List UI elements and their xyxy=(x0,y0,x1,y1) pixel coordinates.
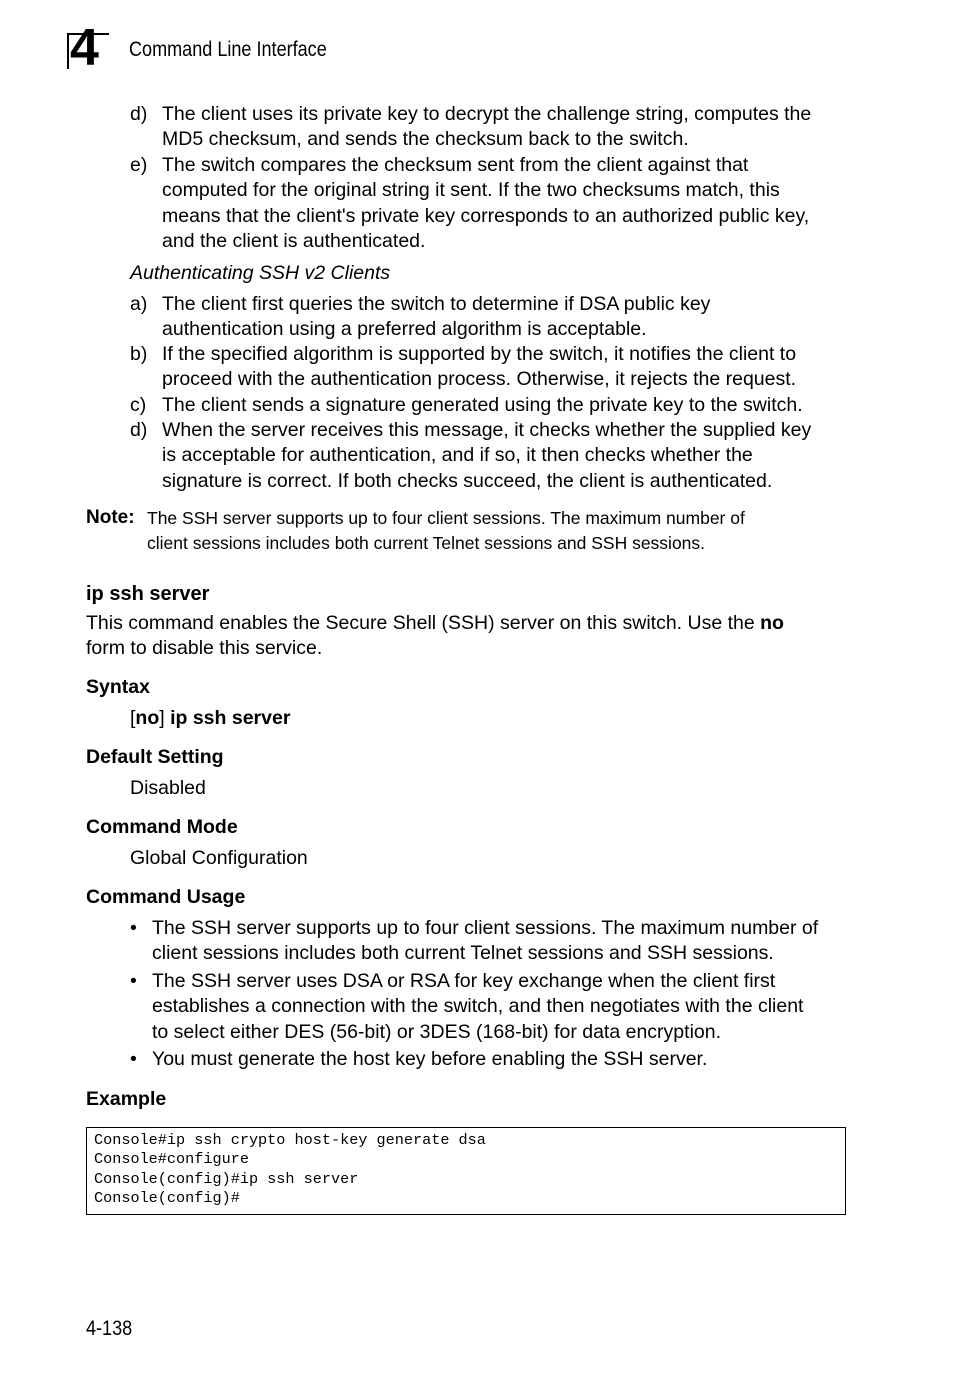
list-item-text xyxy=(162,292,852,343)
text-run: This command enables the Secure Shell (SSH) server on this switch. Use the xyxy=(86,612,761,634)
text-line: The SSH server supports up to four client sessions. The maximum number of xyxy=(147,508,745,528)
text-line: The SSH server supports up to four client sessions. The maximum number of xyxy=(152,917,819,939)
note-label: Note: xyxy=(86,507,135,528)
list-item-text xyxy=(152,916,852,967)
text-line: and the client is authenticated. xyxy=(162,229,426,252)
page-number: 4-138 xyxy=(86,1317,133,1340)
note-text xyxy=(147,506,847,556)
text-line: signature is correct. If both checks succeed, the client is authenticated. xyxy=(162,469,773,492)
list-marker: c) xyxy=(130,394,147,416)
text-line: authentication using a preferred algorithm is acceptable. xyxy=(162,318,647,341)
text-line: to select either DES (56-bit) or 3DES (168-bit) for data encryption. xyxy=(152,1020,722,1043)
list-item-text xyxy=(162,418,852,494)
list-item-text xyxy=(162,153,852,254)
text-line: client sessions includes both current Telnet sessions and SSH sessions. xyxy=(152,942,774,965)
running-header-title: Command Line Interface xyxy=(129,38,327,61)
list-marker: b) xyxy=(130,343,148,365)
bracket: [ xyxy=(130,707,136,729)
list-item-text xyxy=(152,1047,852,1072)
bullet-marker: • xyxy=(130,1048,137,1070)
list-marker: d) xyxy=(130,103,148,125)
text-line: means that the client's private key corresponds to an authorized public key, xyxy=(162,204,810,227)
text-line: form to disable this service. xyxy=(86,637,323,660)
text-line: The client uses its private key to decrypt the challenge string, computes the xyxy=(162,103,812,125)
example-heading: Example xyxy=(86,1088,167,1110)
text-line xyxy=(86,611,846,636)
text-line: The switch compares the checksum sent from the client against that xyxy=(162,154,749,176)
text-line: computed for the original string it sent. If the two checksums match, this xyxy=(162,179,780,202)
bracket: ] xyxy=(159,707,171,729)
example-code-block: Console#ip ssh crypto host-key generate dsa Console#configure Console(config)#ip ssh server Console(config)# xyxy=(86,1127,846,1215)
bullet-marker: • xyxy=(130,917,137,939)
command-mode-heading: Command Mode xyxy=(86,816,238,838)
syntax-line xyxy=(130,706,290,731)
text-line: is acceptable for authentication, and if so, it then checks whether the xyxy=(162,444,753,467)
text-line: If the specified algorithm is supported by the switch, it notifies the client to xyxy=(162,343,797,365)
chapter-number: 4 xyxy=(70,19,98,77)
list-marker: d) xyxy=(130,419,148,441)
command-mode-value: Global Configuration xyxy=(130,847,308,869)
default-setting-value: Disabled xyxy=(130,777,206,799)
text-line: establishes a connection with the switch, and then negotiates with the client xyxy=(152,995,804,1018)
syntax-command: ip ssh server xyxy=(170,707,291,729)
syntax-heading: Syntax xyxy=(86,676,150,698)
keyword-no: no xyxy=(760,612,784,634)
text-line: MD5 checksum, and sends the checksum back to the switch. xyxy=(162,128,689,151)
text-line: The SSH server uses DSA or RSA for key exchange when the client first xyxy=(152,970,776,992)
keyword-no: no xyxy=(135,707,160,729)
text-line: You must generate the host key before enabling the SSH server. xyxy=(152,1048,708,1070)
command-title: ip ssh server xyxy=(86,583,210,605)
text-line: The client sends a signature generated using the private key to the switch. xyxy=(162,394,803,416)
text-line: When the server receives this message, it checks whether the supplied key xyxy=(162,419,812,441)
command-description xyxy=(86,611,846,662)
list-item-text xyxy=(162,102,852,153)
text-line: The client first queries the switch to determine if DSA public key xyxy=(162,293,711,315)
bullet-marker: • xyxy=(130,970,137,992)
subsection-heading: Authenticating SSH v2 Clients xyxy=(130,262,391,284)
list-marker: e) xyxy=(130,154,148,176)
list-marker: a) xyxy=(130,293,148,315)
list-item-text xyxy=(162,342,852,393)
default-setting-heading: Default Setting xyxy=(86,746,224,768)
command-usage-heading: Command Usage xyxy=(86,886,246,908)
text-line: proceed with the authentication process. Otherwise, it rejects the request. xyxy=(162,368,797,391)
list-item-text xyxy=(152,969,852,1045)
text-line: client sessions includes both current Telnet sessions and SSH sessions. xyxy=(147,533,706,553)
list-item-text xyxy=(162,393,852,418)
